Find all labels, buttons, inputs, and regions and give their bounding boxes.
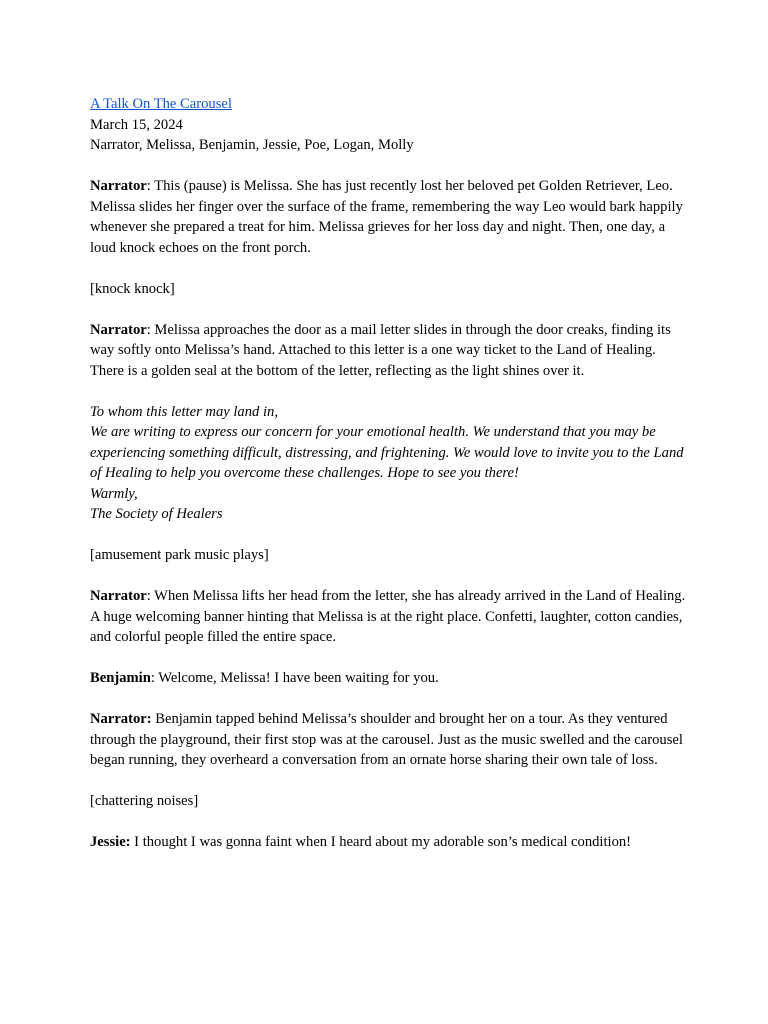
- letter-line: We are writing to express our concern for your emotional health. We understand that you may be experiencing something difficult, distressing, and frightening. We would love to invite you to the Land of Healing to help you overcome these challenges. Hope to see you there!: [90, 424, 684, 481]
- letter-line: To whom this letter may land in,: [90, 403, 278, 420]
- dialogue-text: : Melissa approaches the door as a mail letter slides in through the door creaks, finding its way softly onto Melissa’s hand. Attached to this letter is a one way ticket to the Land of Healing. There is a golden seal at the bottom of the letter, reflecting as the light shines over it.: [90, 321, 671, 379]
- letter-block: [90, 402, 690, 525]
- dialogue-paragraph: [90, 832, 690, 853]
- dialogue-paragraph: [90, 668, 690, 689]
- document-header: [90, 94, 690, 156]
- speaker-name: Narrator: [90, 178, 147, 194]
- speaker-name: Jessie:: [90, 834, 131, 850]
- stage-direction: [amusement park music plays]: [90, 547, 269, 563]
- document-title-link[interactable]: A Talk On The Carousel: [90, 96, 232, 112]
- letter-line: Warmly,: [90, 485, 138, 502]
- dialogue-paragraph: [90, 586, 690, 648]
- dialogue-paragraph: [90, 176, 690, 258]
- dialogue-paragraph: [90, 709, 690, 771]
- stage-direction: [knock knock]: [90, 280, 175, 297]
- dialogue-paragraph: [90, 320, 690, 382]
- speaker-name: Narrator: [90, 588, 147, 604]
- dialogue-text: Benjamin tapped behind Melissa’s shoulder and brought her on a tour. As they ventured through the playground, their first stop was at the carousel. Just as the music swelled and the carousel began running, they overheard a conversation from an ornate horse sharing their own tale of loss.: [90, 711, 683, 768]
- dialogue-text: I thought I was gonna faint when I heard about my adorable son’s medical condition!: [130, 834, 632, 850]
- letter-line: The Society of Healers: [90, 506, 223, 522]
- speaker-name: Narrator:: [90, 711, 152, 727]
- dialogue-text: : This (pause) is Melissa. She has just recently lost her beloved pet Golden Retriever, Leo. Melissa slides her finger over the surface of the frame, remembering the way Leo would bark happily whenever she prepared a treat for him. Melissa grieves for her loss day and night. Then, one day, a loud knock echoes on the front porch.: [90, 178, 683, 256]
- stage-direction: [chattering noises]: [90, 793, 199, 809]
- dialogue-text: : When Melissa lifts her head from the letter, she has already arrived in the Land of Healing. A huge welcoming banner hinting that Melissa is at the right place. Confetti, laughter, cotton candies, and colorful people filled the entire space.: [90, 588, 686, 645]
- script-body: [90, 176, 690, 853]
- document-date: March 15, 2024: [90, 116, 183, 133]
- cast-list: Narrator, Melissa, Benjamin, Jessie, Poe, Logan, Molly: [90, 137, 414, 153]
- speaker-name: Narrator: [90, 321, 147, 338]
- dialogue-text: : Welcome, Melissa! I have been waiting for you.: [150, 670, 439, 686]
- speaker-name: Benjamin: [90, 670, 151, 686]
- document-page: [90, 94, 690, 873]
